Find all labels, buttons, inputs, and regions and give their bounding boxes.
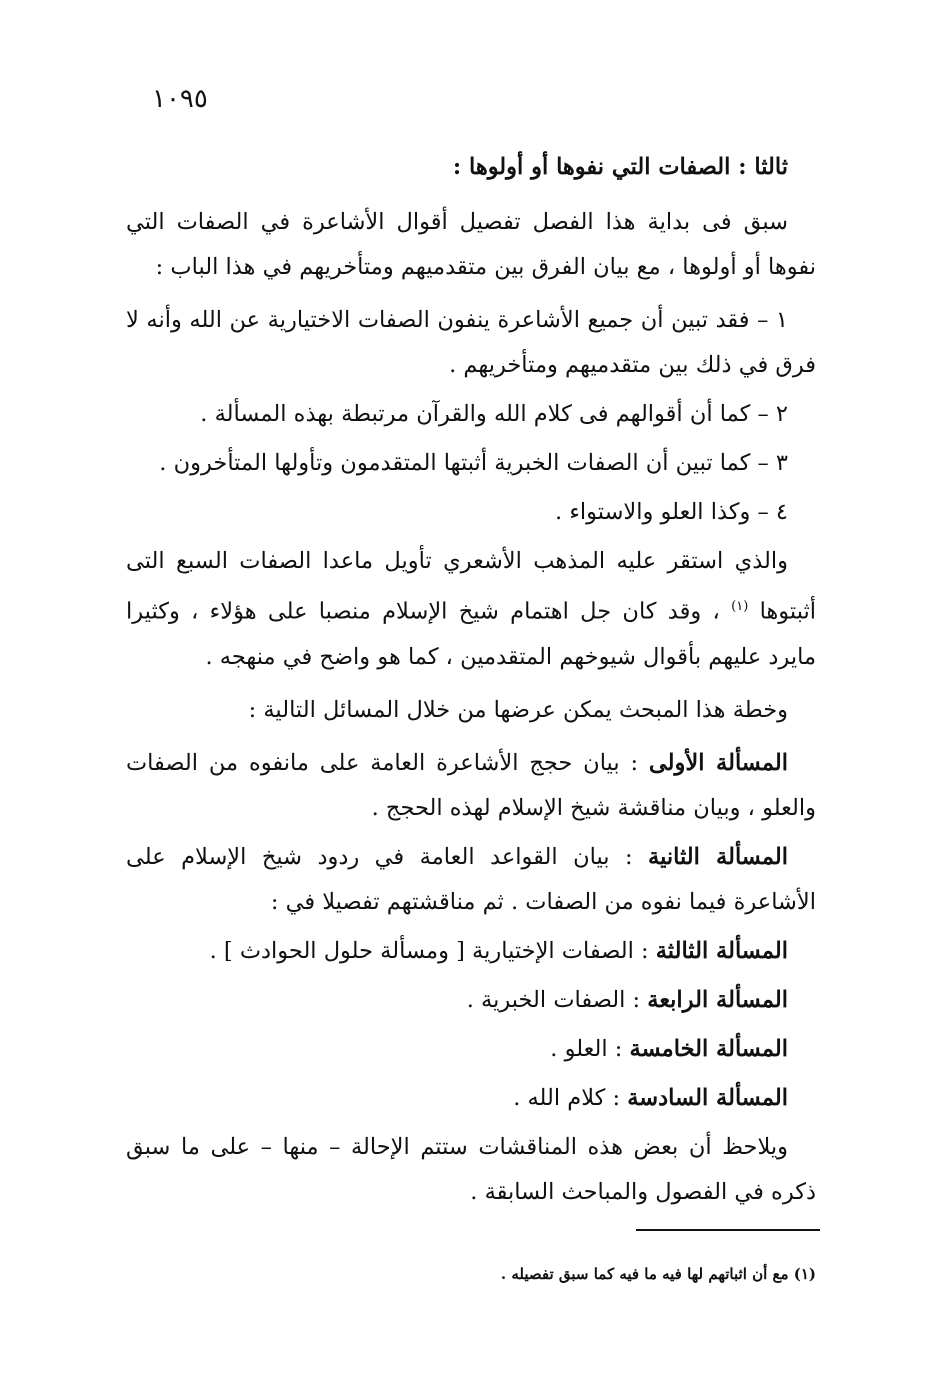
issue-label: المسألة الرابعة bbox=[647, 986, 788, 1013]
issue-4 bbox=[126, 978, 816, 1023]
footnote-divider bbox=[636, 1229, 820, 1231]
point-2: ٢ – كما أن أقوالهم فى كلام الله والقرآن مرتبطة بهذه المسألة . bbox=[200, 401, 788, 427]
point-4: ٤ – وكذا العلو والاستواء . bbox=[555, 499, 788, 525]
issue-separator: : bbox=[609, 843, 649, 870]
issue-2 bbox=[126, 835, 816, 925]
issue-label: المسألة الأولى bbox=[648, 749, 788, 776]
doctrine-paragraph bbox=[126, 539, 816, 680]
issue-separator: : bbox=[633, 937, 656, 964]
issue-1 bbox=[126, 741, 816, 831]
note-paragraph: ويلاحظ أن بعض هذه المناقشات ستتم الإحالة – منها – على ما سبق ذكره في الفصول والمباحث السابقة . bbox=[126, 1133, 816, 1205]
point-3: ٣ – كما تبين أن الصفات الخبرية أثبتها المتقدمون وتأولها المتأخرون . bbox=[159, 450, 788, 476]
issue-separator: : bbox=[607, 1035, 630, 1062]
intro-paragraph: سبق فى بداية هذا الفصل تفصيل أقوال الأشاعرة في الصفات التي نفوها أو أولوها ، مع بيان الفرق بين متقدميهم ومتأخريهم في هذا الباب : bbox=[126, 209, 816, 280]
issue-label: المسألة الخامسة bbox=[629, 1035, 788, 1062]
section-heading: ثالثا : الصفات التي نفوها أو أولوها : bbox=[452, 154, 788, 180]
issue-5 bbox=[126, 1027, 816, 1072]
issue-6 bbox=[126, 1076, 816, 1121]
issue-label: المسألة الثانية bbox=[648, 843, 788, 870]
issue-separator: : bbox=[605, 1084, 628, 1111]
issue-text: العلو . bbox=[550, 1035, 608, 1062]
point-1: ١ – فقد تبين أن جميع الأشاعرة ينفون الصفات الاختيارية عن الله وأنه لا فرق في ذلك بين متقدميهم ومتأخريهم . bbox=[126, 307, 816, 378]
issue-separator: : bbox=[625, 986, 648, 1013]
main-text bbox=[126, 145, 816, 1223]
issue-text: بيان حجج الأشاعرة العامة على مانفوه من الصفات والعلو ، وبيان مناقشة شيخ الإسلام لهذه الحجج . bbox=[126, 749, 816, 821]
issue-text: كلام الله . bbox=[513, 1084, 606, 1111]
footnote: (١) مع أن اثباتهم لها فيه ما فيه كما سبق تفصيله . bbox=[500, 1265, 816, 1283]
doctrine-text-end: ، وقد كان جل اهتمام شيخ الإسلام منصبا على هؤلاء ، وكثيرا مايرد عليهم بأقوال شيوخهم المتقدمين ، كما هو واضح في منهجه . bbox=[126, 598, 816, 670]
issue-3 bbox=[126, 929, 816, 974]
plan-paragraph: وخطة هذا المبحث يمكن عرضها من خلال المسائل التالية : bbox=[248, 696, 788, 723]
issue-text: بيان القواعد العامة في ردود شيخ الإسلام على الأشاعرة فيما نفوه من الصفات . ثم مناقشتهم تفصيلا في : bbox=[126, 843, 816, 915]
footnote-reference: (١) bbox=[731, 599, 749, 614]
issue-label: المسألة الثالثة bbox=[655, 937, 788, 964]
issue-text: الصفات الإختيارية [ ومسألة حلول الحوادث ] . bbox=[209, 937, 634, 964]
issue-text: الصفات الخبرية . bbox=[466, 986, 626, 1013]
doctrine-text-start: والذي استقر عليه المذهب الأشعري تأويل ماعدا الصفات السبع التى أثبتوها bbox=[126, 548, 817, 625]
issue-label: المسألة السادسة bbox=[627, 1084, 788, 1111]
issue-separator: : bbox=[619, 749, 649, 776]
page-number: ١٠٩٥ bbox=[152, 84, 208, 114]
